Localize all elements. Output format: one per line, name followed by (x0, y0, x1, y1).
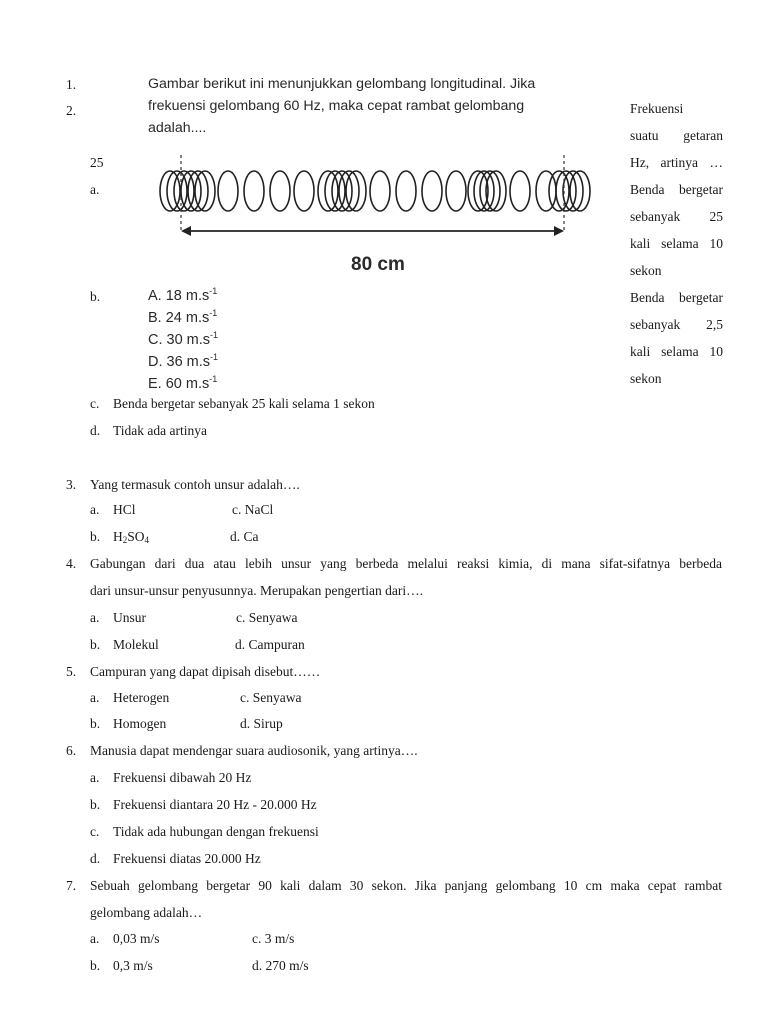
question-5-number: 5. (66, 664, 77, 679)
question-2-option-c-letter: c. (90, 396, 100, 411)
question-5-text: Campuran yang dapat dipisah disebut…… (90, 664, 321, 679)
side-line: Frekuensi (630, 101, 684, 116)
question-7-option-a-text: 0,03 m/s (113, 931, 160, 946)
wave-question-image (122, 68, 620, 394)
question-5-option-b-letter: b. (90, 716, 101, 731)
image-option-e: E. 60 $m.s^{-1}$ (148, 374, 218, 392)
question-7-text-line-2: gelombang adalah… (90, 905, 203, 920)
question-2-option-b-letter: b. (90, 289, 101, 304)
spring-coil (486, 171, 506, 211)
side-line: kali selama 10 (630, 344, 723, 359)
side-line: Hz, artinya … (630, 155, 723, 170)
question-6-option-d-text: Frekuensi diatas 20.000 Hz (113, 851, 261, 866)
spring-coil (370, 171, 390, 211)
question-2-option-d-letter: d. (90, 423, 101, 438)
side-line: sekon (630, 263, 662, 278)
question-7-option-a-letter: a. (90, 931, 100, 946)
length-arrow-left-head (181, 226, 191, 236)
question-6-option-b-text: Frekuensi diantara 20 Hz - 20.000 Hz (113, 797, 317, 812)
question-2-option-c-text: Benda bergetar sebanyak 25 kali selama 1 sekon (113, 396, 375, 411)
spring-coil (480, 171, 500, 211)
question-3-option-b-formula: $H_2SO_4$ (113, 529, 150, 545)
side-line: sebanyak 25 (630, 209, 723, 224)
question-3-option-a-letter: a. (90, 502, 100, 517)
question-7-option-d-text: d. 270 m/s (252, 958, 309, 973)
image-question-line-2: frekuensi gelombang 60 Hz, maka cepat rambat gelombang (148, 98, 525, 114)
longitudinal-wave-spring (122, 148, 620, 268)
question-4-option-d-text: d. Campuran (235, 637, 305, 652)
image-option-d: D. 36 $m.s^{-1}$ (148, 352, 219, 370)
length-arrow-right-head (554, 226, 564, 236)
spring-coil (446, 171, 466, 211)
side-line: sekon (630, 371, 662, 386)
question-2-option-a-letter: a. (90, 182, 100, 197)
question-7-number: 7. (66, 878, 77, 893)
question-3-option-b-letter: b. (90, 529, 101, 544)
question-4-option-a-text: Unsur (113, 610, 146, 625)
question-2-number: 2. (66, 103, 77, 118)
question-4-option-b-letter: b. (90, 637, 101, 652)
question-5-option-c-text: c. Senyawa (240, 690, 302, 705)
spring-coil (218, 171, 238, 211)
image-option-c: C. 30 $m.s^{-1}$ (148, 330, 219, 348)
question-6-option-b-letter: b. (90, 797, 101, 812)
spring-coil (270, 171, 290, 211)
question-3-option-c-text: c. NaCl (232, 502, 274, 517)
question-2-fragment-25: 25 (90, 155, 104, 170)
image-option-a: A. 18 $m.s^{-1}$ (148, 286, 218, 304)
question-7-option-b-letter: b. (90, 958, 101, 973)
side-line: Benda bergetar (630, 182, 723, 197)
spring-coil (422, 171, 442, 211)
question-6-option-a-letter: a. (90, 770, 100, 785)
question-6-number: 6. (66, 743, 77, 758)
question-6-option-a-text: Frekuensi dibawah 20 Hz (113, 770, 252, 785)
question-7-text-line-1: Sebuah gelombang bergetar 90 kali dalam 30 sekon. Jika panjang gelombang 10 cm maka cepat rambat (90, 878, 722, 893)
question-6-option-d-letter: d. (90, 851, 101, 866)
side-line: kali selama 10 (630, 236, 723, 251)
question-1-number: 1. (66, 77, 77, 92)
question-3-option-a-text: HCl (113, 502, 136, 517)
question-4-number: 4. (66, 556, 77, 571)
question-3-option-d-text: d. Ca (230, 529, 259, 544)
question-3-text: Yang termasuk contoh unsur adalah…. (90, 477, 300, 492)
length-label: 80 cm (351, 254, 405, 275)
question-4-option-c-text: c. Senyawa (236, 610, 298, 625)
question-2-side-text (630, 95, 723, 392)
side-line: suatu getaran (630, 128, 723, 143)
spring-coil (510, 171, 530, 211)
image-answer-options (148, 280, 218, 390)
question-6-option-c-text: Tidak ada hubungan dengan frekuensi (113, 824, 319, 839)
question-2-option-d-text: Tidak ada artinya (113, 423, 207, 438)
question-5-option-a-text: Heterogen (113, 690, 170, 705)
spring-coil (468, 171, 488, 211)
side-line: Benda bergetar (630, 290, 723, 305)
question-7-option-b-text: 0,3 m/s (113, 958, 153, 973)
question-4-option-a-letter: a. (90, 610, 100, 625)
image-question-line-3: adalah.... (148, 120, 207, 136)
question-4-option-b-text: Molekul (113, 637, 159, 652)
question-5-option-b-text: Homogen (113, 716, 167, 731)
spring-coil (294, 171, 314, 211)
spring-coil (244, 171, 264, 211)
image-option-b: B. 24 $m.s^{-1}$ (148, 308, 218, 326)
question-7-option-c-text: c. 3 m/s (252, 931, 295, 946)
spring-coil (474, 171, 494, 211)
question-3-number: 3. (66, 477, 77, 492)
spring-coil (396, 171, 416, 211)
question-4-text-line-1: Gabungan dari dua atau lebih unsur yang berbeda melalui reaksi kimia, di mana sifat-sifatnya berbeda (90, 556, 722, 571)
question-6-text: Manusia dapat mendengar suara audiosonik, yang artinya…. (90, 743, 418, 758)
side-line: sebanyak 2,5 (630, 317, 723, 332)
spring-coil (536, 171, 556, 211)
question-4-text-line-2: dari unsur-unsur penyusunnya. Merupakan pengertian dari…. (90, 583, 424, 598)
question-5-option-a-letter: a. (90, 690, 100, 705)
image-question-line-1: Gambar berikut ini menunjukkan gelombang longitudinal. Jika (148, 76, 536, 92)
question-6-option-c-letter: c. (90, 824, 100, 839)
question-5-option-d-text: d. Sirup (240, 716, 283, 731)
